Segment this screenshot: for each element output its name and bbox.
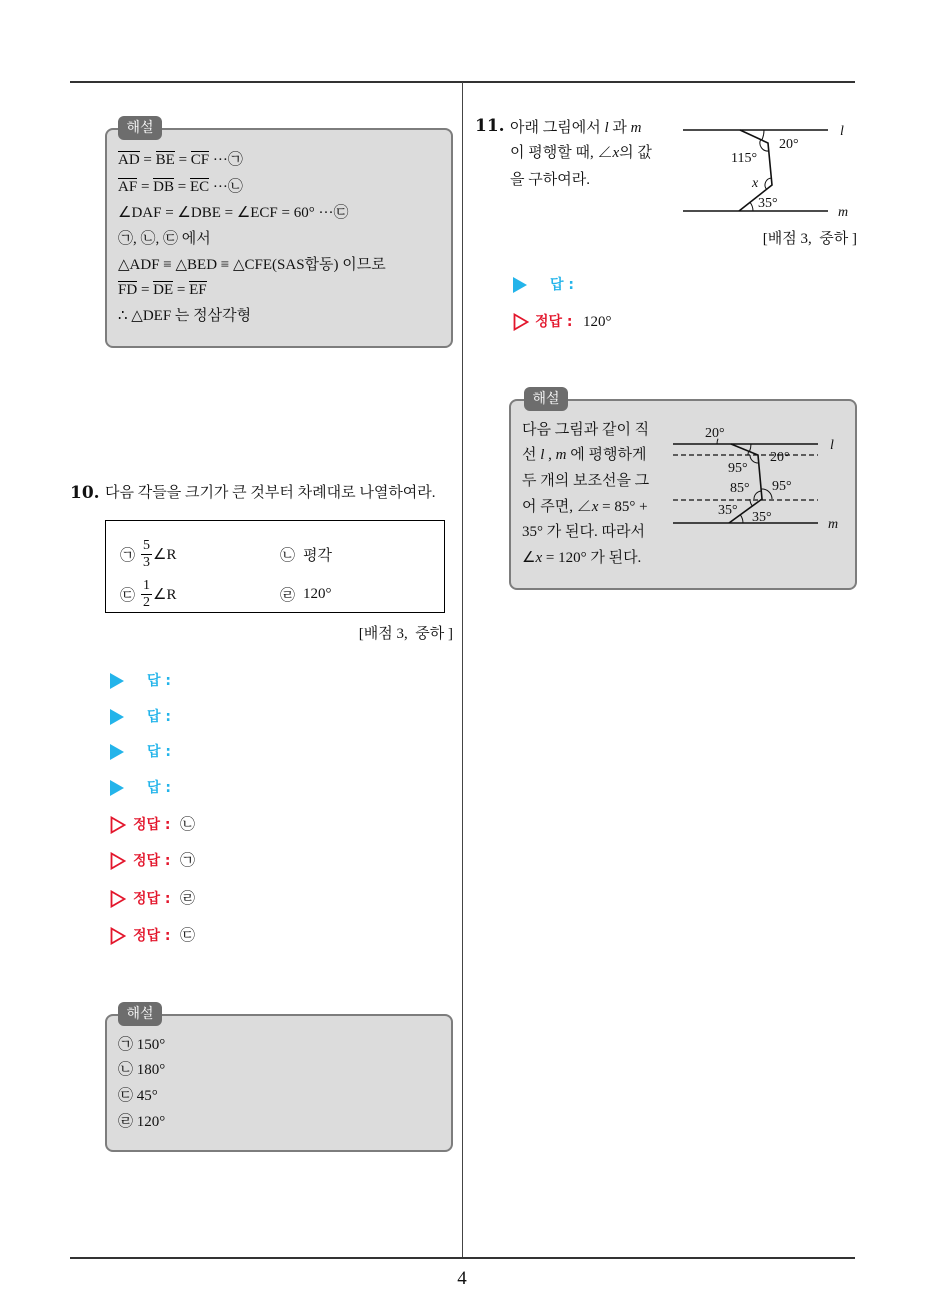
explanation-line: ㉠ 150° xyxy=(118,1037,166,1053)
outline-triangle-right-icon xyxy=(110,852,126,870)
explanation-tab: 해설 xyxy=(118,116,162,140)
explanation-line: ㉡ 180° xyxy=(118,1062,166,1078)
score-label: [배점 3, 중하 ] xyxy=(762,231,857,247)
explanation-line xyxy=(522,497,648,517)
variable-m: m xyxy=(630,120,642,136)
explanation-text: 어 주면, ∠ xyxy=(522,499,592,515)
filled-triangle-right-icon xyxy=(513,277,527,293)
angle-arc xyxy=(750,444,752,452)
fraction-numerator: 1 xyxy=(143,577,151,593)
filled-triangle-right-icon xyxy=(110,673,124,689)
column-divider xyxy=(462,82,463,1259)
equals: = xyxy=(174,179,190,195)
explanation-text: , xyxy=(544,447,556,463)
explanation-line: △ADF ≡ △BED ≡ △CFE(SAS합동) 이므로 xyxy=(118,257,386,273)
angle-label: x xyxy=(752,176,759,191)
correct-label: 정답 : xyxy=(133,928,171,944)
angle-label: 95° xyxy=(772,479,792,494)
segment-af: AF xyxy=(118,179,138,195)
prompt-text: 이 평행할 때, ∠ xyxy=(510,145,613,161)
equals: = xyxy=(173,282,190,298)
explanation-text: = 85° + xyxy=(598,499,648,515)
explanation-text: ∠ xyxy=(522,550,536,566)
option-item xyxy=(120,534,176,574)
explanation-line: ㉢ 45° xyxy=(118,1088,158,1104)
angle-unit: ∠R xyxy=(153,546,177,563)
explanation-line xyxy=(118,280,207,300)
outline-triangle-right-icon xyxy=(110,890,126,908)
option-label: ㉡ xyxy=(280,547,296,564)
segment-be: BE xyxy=(155,152,175,168)
options-box xyxy=(105,520,445,613)
explanation-line xyxy=(522,522,645,542)
line-m-label: m xyxy=(838,205,849,220)
angle-label: 20° xyxy=(779,137,799,152)
explanation-text: 35° 가 된다. 따라서 xyxy=(522,524,645,540)
explanation-text: 다음 그림과 같이 직 xyxy=(522,422,650,438)
filled-triangle-right-icon xyxy=(110,709,124,725)
parallel-lines-figure xyxy=(680,110,860,222)
answer-label: 답 : xyxy=(147,780,171,796)
explanation-line xyxy=(522,420,649,440)
angle-label: 35° xyxy=(758,196,778,211)
variable-l: l xyxy=(540,447,545,463)
line-l-label: l xyxy=(830,438,834,453)
option-value: 120° xyxy=(303,585,332,602)
explanation-tab: 해설 xyxy=(118,1002,162,1026)
correct-answer: ㉠ xyxy=(180,853,196,869)
question-number: 11. xyxy=(475,116,505,136)
variable-m: m xyxy=(555,447,567,463)
explanation-text: = 120° 가 된다. xyxy=(542,550,642,566)
outline-triangle-right-icon xyxy=(110,816,126,834)
variable-x: x xyxy=(591,499,599,515)
angle-label: 20° xyxy=(705,426,725,441)
prompt-text: 아래 그림에서 xyxy=(510,120,605,136)
segment-ec: EC xyxy=(189,179,210,195)
option-label: ㉣ xyxy=(280,587,296,604)
correct-answer: ㉡ xyxy=(180,817,196,833)
correct-answer: 120° xyxy=(583,314,612,330)
prompt-text: 의 값 xyxy=(619,145,652,161)
question-prompt: 다음 각들을 크기가 큰 것부터 차례대로 나열하여라. xyxy=(105,485,436,501)
explanation-line: ㉠, ㉡, ㉢ 에서 xyxy=(118,231,211,247)
question-prompt-line xyxy=(510,170,590,190)
angle-label: 35° xyxy=(718,503,738,518)
answer-label: 답 : xyxy=(147,673,171,689)
prompt-text: 과 xyxy=(608,120,631,136)
correct-label: 정답 : xyxy=(133,853,171,869)
fraction xyxy=(141,538,152,571)
angle-label: 115° xyxy=(731,151,758,166)
angle-arc xyxy=(754,491,761,499)
equals: = xyxy=(139,152,156,168)
outline-triangle-right-icon xyxy=(110,927,126,945)
segment-fd: FD xyxy=(118,282,138,298)
prompt-text: 을 구하여라. xyxy=(510,172,590,188)
filled-triangle-right-icon xyxy=(110,780,124,796)
explanation-text: 두 개의 보조선을 그 xyxy=(522,473,650,489)
equation-tag: ···㉡ xyxy=(209,179,243,195)
correct-label: 정답 : xyxy=(535,314,573,330)
fraction xyxy=(141,578,152,611)
bottom-rule xyxy=(70,1257,855,1259)
explanation-line xyxy=(522,471,649,491)
explanation-line xyxy=(118,177,243,197)
variable-x: x xyxy=(612,145,620,161)
correct-label: 정답 : xyxy=(133,817,171,833)
question-number: 10. xyxy=(70,483,100,503)
answer-label: 답 : xyxy=(147,709,171,725)
answer-label: 답 : xyxy=(147,744,171,760)
filled-triangle-right-icon xyxy=(110,744,124,760)
line-m-label: m xyxy=(828,517,839,532)
answer-label: 답 : xyxy=(550,277,574,293)
explanation-line: ∠DAF = ∠DBE = ∠ECF = 60° ···㉢ xyxy=(118,205,349,221)
page-number: 4 xyxy=(457,1268,467,1289)
angle-label: 85° xyxy=(730,481,750,496)
explanation-line: ∴ △DEF 는 정삼각형 xyxy=(118,308,252,324)
correct-answer: ㉢ xyxy=(180,928,196,944)
equals: = xyxy=(137,282,154,298)
equals: = xyxy=(174,152,191,168)
segment-ef: EF xyxy=(189,282,207,298)
angle-arc xyxy=(750,202,753,211)
angle-label: 20° xyxy=(770,450,790,465)
correct-answer: ㉣ xyxy=(180,891,196,907)
fraction-denominator: 2 xyxy=(143,594,151,610)
angle-unit: ∠R xyxy=(153,586,177,603)
angle-arc xyxy=(761,489,772,499)
variable-l: l xyxy=(604,120,609,136)
angle-arc xyxy=(750,499,752,506)
explanation-tab: 해설 xyxy=(524,387,568,411)
angle-label: 95° xyxy=(728,461,748,476)
explanation-line xyxy=(522,445,646,465)
option-label: ㉢ xyxy=(120,587,136,604)
angle-label: 35° xyxy=(752,510,772,525)
option-label: ㉠ xyxy=(120,547,136,564)
explanation-text: 선 xyxy=(522,447,541,463)
outline-triangle-right-icon xyxy=(513,313,529,331)
correct-label: 정답 : xyxy=(133,891,171,907)
equation-tag: ···㉠ xyxy=(209,152,243,168)
segment-cf: CF xyxy=(190,152,210,168)
fraction-denominator: 3 xyxy=(143,554,151,570)
explanation-line xyxy=(522,548,641,568)
auxiliary-lines-figure xyxy=(668,420,848,532)
equals: = xyxy=(137,179,154,195)
angle-arc xyxy=(740,515,743,523)
line-l-label: l xyxy=(840,124,844,139)
option-value: 평각 xyxy=(303,547,332,564)
segment-ad: AD xyxy=(118,152,140,168)
score-label: [배점 3, 중하 ] xyxy=(358,626,453,642)
segment-de: DE xyxy=(153,282,174,298)
explanation-line: ㉣ 120° xyxy=(118,1114,166,1130)
explanation-line xyxy=(118,150,243,170)
angle-arc xyxy=(762,130,764,140)
option-item xyxy=(120,574,176,614)
explanation-text: 에 평행하게 xyxy=(566,447,647,463)
option-item xyxy=(280,534,332,574)
question-prompt-line xyxy=(510,118,641,138)
fraction-numerator: 5 xyxy=(143,537,151,553)
variable-x: x xyxy=(535,550,543,566)
segment-db: DB xyxy=(153,179,174,195)
question-prompt-line xyxy=(510,143,652,163)
option-item xyxy=(280,574,332,614)
